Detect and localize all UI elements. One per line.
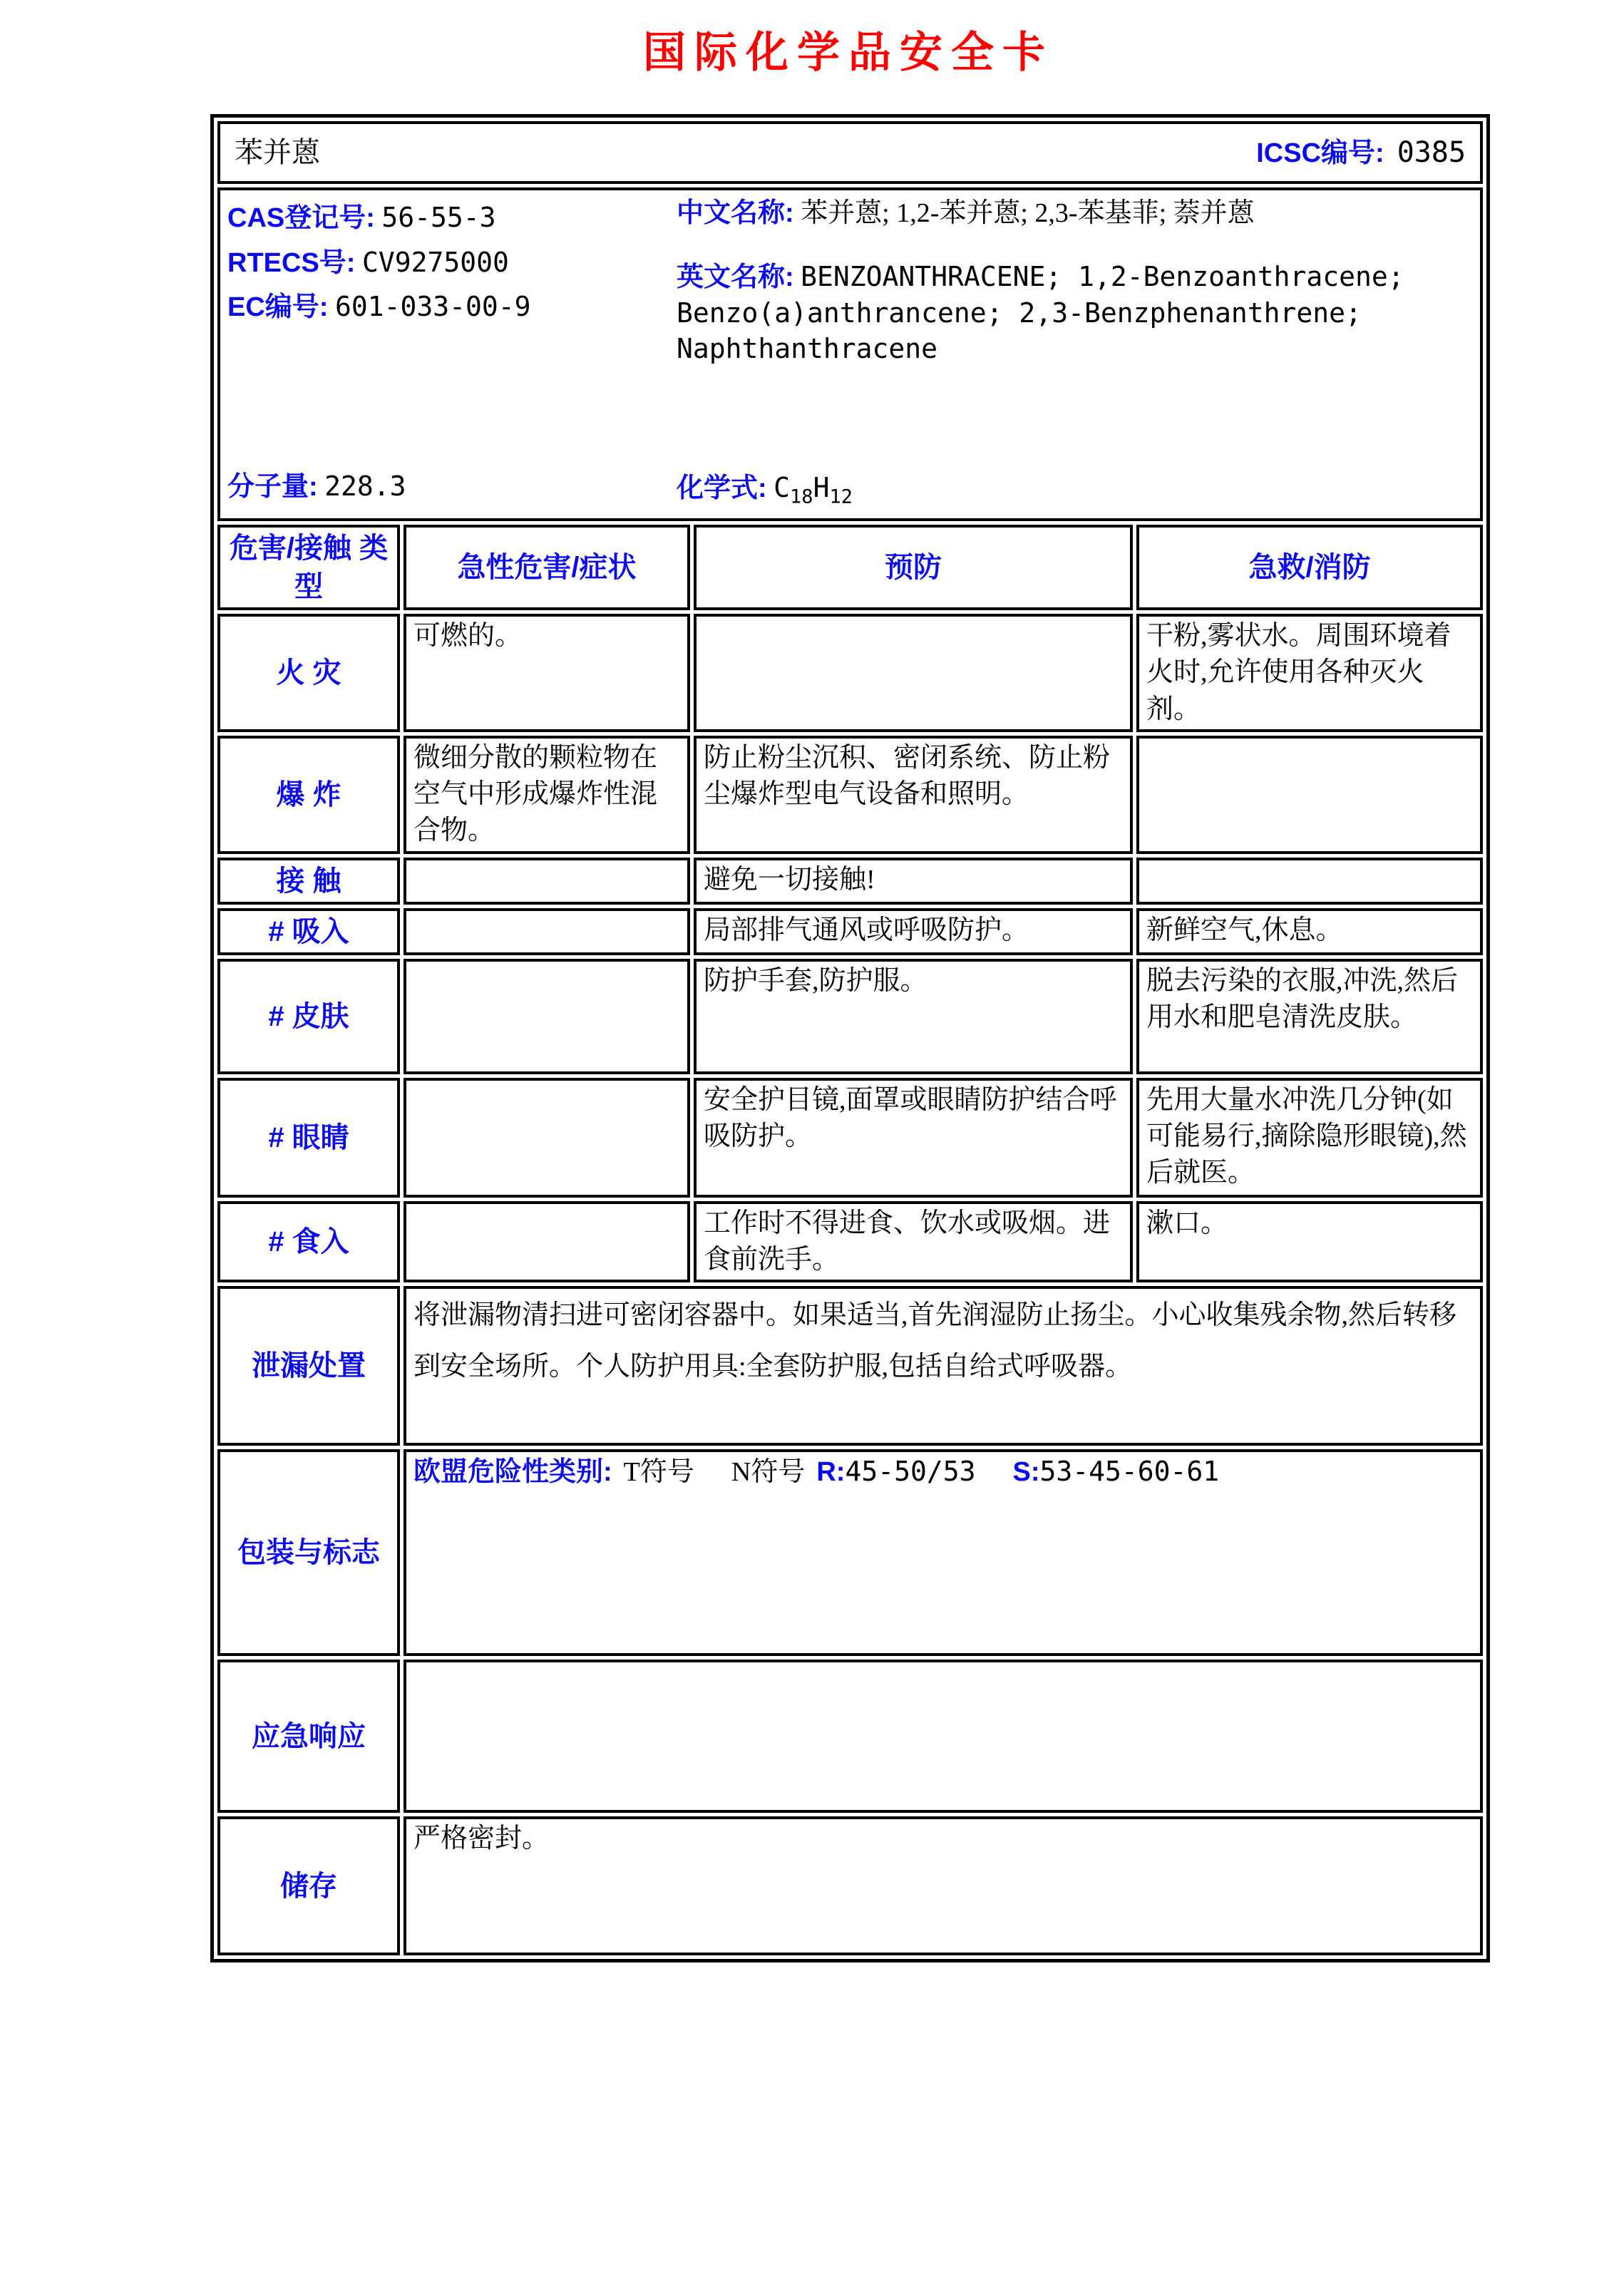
exposure-symptoms — [404, 858, 690, 905]
skin-prevention: 防护手套,防护服。 — [694, 959, 1133, 1074]
formula-value: $C_{18}H_{12}$ — [774, 472, 853, 508]
row-ingestion — [217, 1201, 1483, 1283]
names-block — [677, 196, 1473, 510]
icsc-card-table — [210, 114, 1490, 1963]
eu-hazard-class-label: 欧盟危险性类别: — [413, 1457, 612, 1488]
spillage-disposal-paragraph: 将泄漏物清扫进可密闭容器中。如果适当,首先润湿防止扬尘。小心收集残余物,然后转移到安全场所。个人防护用具:全套防护服,包括自给式呼吸器。 — [413, 1300, 1457, 1382]
inhalation-first-aid: 新鲜空气,休息。 — [1136, 908, 1483, 955]
ec-value: 601-033-00-9 — [334, 291, 531, 323]
category-ingestion: # 食入 — [217, 1201, 400, 1283]
molweight-value: 228.3 — [324, 470, 406, 503]
cas-label: CAS登记号: — [227, 203, 375, 233]
explosion-symptoms: 微细分散的颗粒物在空气中形成爆炸性混合物。 — [404, 736, 690, 854]
english-names-value: BENZOANTHRACENE; 1,2-Benzoanthracene; Benzo(a)anthrancene; 2,3-Benzphenanthrene; Naphthanthracene — [677, 261, 1404, 365]
s-phrases-value: 53-45-60-61 — [1039, 1456, 1220, 1488]
category-storage: 储存 — [217, 1816, 400, 1955]
molweight-label: 分子量: — [227, 472, 318, 503]
ec-label: EC编号: — [227, 292, 329, 323]
category-explosion: 爆 炸 — [217, 736, 400, 854]
r-phrases-value: 45-50/53 — [845, 1456, 976, 1488]
category-spillage-disposal: 泄漏处置 — [217, 1286, 400, 1446]
ec-line — [227, 285, 677, 330]
row-explosion — [217, 736, 1483, 854]
fire-symptoms: 可燃的。 — [404, 614, 690, 732]
chinese-names-line — [677, 196, 1473, 231]
ingestion-prevention: 工作时不得进食、饮水或吸烟。进食前洗手。 — [694, 1201, 1133, 1283]
column-header-prevention: 预防 — [694, 525, 1133, 610]
english-names-label: 英文名称: — [677, 262, 794, 293]
category-exposure: 接 触 — [217, 858, 400, 905]
eyes-first-aid: 先用大量水冲洗几分钟(如可能易行,摘除隐形眼镜),然后就医。 — [1136, 1078, 1483, 1198]
icsc-number-group — [1256, 133, 1466, 172]
n-symbol: N符号 — [731, 1457, 806, 1488]
row-skin — [217, 959, 1483, 1074]
fire-first-aid: 干粉,雾状水。周围环境着火时,允许使用各种灭火剂。 — [1136, 614, 1483, 732]
inhalation-symptoms — [404, 908, 690, 955]
emergency-response-text — [404, 1660, 1483, 1813]
identifiers-cell — [217, 187, 1483, 521]
packaging-labelling-cell — [404, 1449, 1483, 1656]
registry-numbers — [227, 196, 677, 510]
cas-line — [227, 196, 677, 241]
substance-header-cell — [217, 121, 1483, 184]
s-phrases-label: S: — [1012, 1457, 1040, 1488]
explosion-first-aid — [1136, 736, 1483, 854]
fire-prevention — [694, 614, 1133, 732]
row-spillage-disposal — [217, 1286, 1483, 1446]
eyes-prevention: 安全护目镜,面罩或眼睛防护结合呼吸防护。 — [694, 1078, 1133, 1198]
category-skin: # 皮肤 — [217, 959, 400, 1074]
row-storage — [217, 1816, 1483, 1955]
row-inhalation — [217, 908, 1483, 955]
category-eyes: # 眼睛 — [217, 1078, 400, 1198]
column-header-acute-hazards: 急性危害/症状 — [404, 525, 690, 610]
icsc-number-label: ICSC编号: — [1256, 138, 1384, 168]
formula-label: 化学式: — [677, 473, 767, 504]
formula-sub-2: 12 — [829, 485, 853, 508]
ingestion-symptoms — [404, 1201, 690, 1283]
exposure-first-aid — [1136, 858, 1483, 905]
rtecs-line — [227, 241, 677, 286]
storage-text: 严格密封。 — [404, 1816, 1483, 1955]
chinese-names-value: 苯并蒽; 1,2-苯并蒽; 2,3-苯基菲; 萘并蒽 — [801, 198, 1255, 228]
rtecs-label: RTECS号: — [227, 247, 356, 278]
chinese-names-label: 中文名称: — [677, 198, 794, 228]
column-header-first-aid: 急救/消防 — [1136, 525, 1483, 610]
formula-line — [677, 470, 1473, 510]
category-packaging-labelling: 包装与标志 — [217, 1449, 400, 1656]
explosion-prevention: 防止粉尘沉积、密闭系统、防止粉尘爆炸型电气设备和照明。 — [694, 736, 1133, 854]
inhalation-prevention: 局部排气通风或呼吸防护。 — [694, 908, 1133, 955]
skin-first-aid: 脱去污染的衣服,冲洗,然后用水和肥皂清洗皮肤。 — [1136, 959, 1483, 1074]
hazard-table-header-row — [217, 525, 1483, 610]
row-exposure — [217, 858, 1483, 905]
substance-name: 苯并蒽 — [235, 135, 320, 168]
ingestion-first-aid: 漱口。 — [1136, 1201, 1483, 1283]
eyes-symptoms — [404, 1078, 690, 1198]
category-inhalation: # 吸入 — [217, 908, 400, 955]
eu-hazard-class-line — [413, 1454, 1473, 1491]
row-packaging-labelling — [217, 1449, 1483, 1656]
english-names-line — [677, 259, 1473, 367]
spillage-disposal-text — [404, 1286, 1483, 1446]
category-emergency-response: 应急响应 — [217, 1660, 400, 1813]
r-phrases-label: R: — [816, 1457, 846, 1488]
cas-value: 56-55-3 — [381, 202, 496, 233]
rtecs-value: CV9275000 — [361, 246, 509, 278]
row-eyes — [217, 1078, 1483, 1198]
row-emergency-response — [217, 1660, 1483, 1813]
page-title: 国际化学品安全卡 — [643, 29, 1054, 76]
substance-header-row — [217, 121, 1483, 184]
skin-symptoms — [404, 959, 690, 1074]
molweight-line — [227, 465, 677, 510]
category-fire: 火 灾 — [217, 614, 400, 732]
icsc-number-value: 0385 — [1397, 135, 1466, 169]
formula-sub-1: 18 — [790, 485, 813, 508]
column-header-hazard-type: 危害/接触 类型 — [217, 525, 400, 610]
row-fire — [217, 614, 1483, 732]
t-symbol: T符号 — [623, 1457, 694, 1488]
identifiers-row — [217, 187, 1483, 521]
exposure-prevention: 避免一切接触! — [694, 858, 1133, 905]
